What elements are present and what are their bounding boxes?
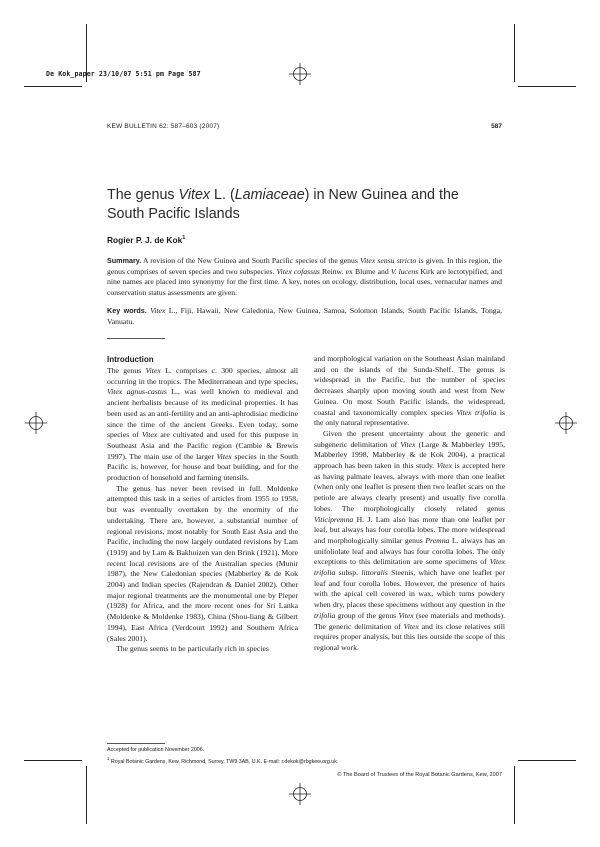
section-divider xyxy=(107,338,165,339)
crop-mark xyxy=(518,760,576,761)
registration-mark-bottom xyxy=(289,783,311,805)
body-paragraph: Given the present uncertainty about the generic and subgeneric delimitation of Vitex (Large & Mabberley 1995, Mabberley 1998, Mabberley & de Kok 2004), a practical approach has been taken in this study. Vitex is accepted here as having palmate leaves, always with more than one leaflet (when only one leaflet is present then two leaflet scars on the petiole are always clearly present) and usually five corolla lobes. The morphologically closely related genus Viticipremna H. J. Lam also has more than one leaflet per leaf, but always has four corolla lobes. The more widespread and morphologically similar genus Premna L. always has an unifoliolate leaf and always has four corolla lobes. The only exceptions to this delimitation are some specimens of Vitex trifolia subsp. littoralis Steenis, which have one leaflet per leaf and four corolla lobes. However, the presence of hairs with the apical cell covered in wax, which turns powdery when dry, places these specimens without any question in the trifolia group of the genus Vitex (see materials and methods). The generic delimitation of Vitex and its close relatives still requires proper analysis, but this lies outside the scope of this regional work. xyxy=(314,428,506,652)
article-title: The genus Vitex L. (Lamiaceae) in New Guinea and the South Pacific Islands xyxy=(107,187,459,222)
body-paragraph: The genus has never been revised in full. Moldenke attempted this task in a series of articles from 1955 to 1958, but was eventually overtaken by the enormity of the undertaking. There are, however, a substantial number of regional revisions, most notably for South East Asia and the Pacific, including the now largely outdated revisions by Lam (1919) and by Lam & Bakhuizen van den Brink (1921). More recent local revisions are of the Australian species (Munir 1987), the New Caledonian species (Mabberley & de Kok 2004) and Indian species (Rajendran & Daniel 2002). Other major regional treatments are the monumental one by Pieper (1928) for Africa, and the more recent ones for Sri Lanka (Moldenke & Moldenke 1983), China (Shou-liang & Gilbert 1994), East Africa (Verdcourt 1992) and Southern Africa (Sales 2001). xyxy=(107,483,298,643)
body-paragraph: and morphological variation on the Southeast Asian mainland and on the islands of the Sunda-Shelf. The genus is widespread in the Pacific, but the number of species decreases sharply upon moving south and west from New Guinea. On most South Pacific islands, the widespread, coastal and taxonomically complex species Vitex trifolia is the only natural representative. xyxy=(314,354,505,428)
body-paragraph: The genus seems to be particularly rich in species xyxy=(116,644,269,654)
body-paragraph: The genus Vitex L. comprises c. 300 species, almost all occurring in the tropics. The Mediterranean and type species, Vitex agnus-castus L., was well known to medieval and ancient herbalists because of its medicinal properties. It has been used as an anti-fertility and an anti-aphrodisiac medicine since the time of the ancient Greeks. Even today, some species of Vitex are cultivated and used for this purpose in Southeast Asia and the Pacific region (Cambie & Brewis 1997). The main use of the larger Vitex species in the South Pacific is, however, for house and boat building, and for the production of household and farming utensils. xyxy=(107,366,298,483)
section-heading-introduction: Introduction xyxy=(107,355,154,364)
page-number: 587 xyxy=(491,123,502,130)
author-name: Rogier P. J. de Kok$^1$ xyxy=(107,235,186,245)
printer-slug: De Kok_paper 23/10/07 5:51 pm Page 587 xyxy=(46,70,201,78)
keywords-paragraph: Key words. Vitex L., Fiji, Hawaii, New Caledonia, New Guinea, Samoa, Solomon Islands, South Pacific Islands, Tonga, Vanuatu. xyxy=(107,306,502,326)
registration-mark-top xyxy=(289,63,311,85)
footnote-affiliation: $^1$ Royal Botanic Gardens, Kew, Richmond, Surrey, TW9 3AB, U.K. E-mail: r.dekok@rbgkew.org.uk xyxy=(107,756,337,765)
body-column-left xyxy=(107,354,298,655)
footnote-accepted: Accepted for publication November 2006. xyxy=(107,747,205,753)
copyright-notice: © The Board of Trustees of the Royal Botanic Gardens, Kew, 2007 xyxy=(337,772,502,778)
registration-mark-left xyxy=(25,412,47,434)
crop-mark xyxy=(86,766,87,824)
crop-mark xyxy=(514,766,515,824)
registration-mark-right xyxy=(555,412,577,434)
crop-mark xyxy=(86,24,87,82)
footnote-divider xyxy=(107,743,165,744)
crop-mark xyxy=(24,86,82,87)
body-column-right xyxy=(314,354,505,654)
summary-paragraph: Summary. A revision of the New Guinea and South Pacific species of the genus Vitex sensu stricto is given. In this region, the genus comprises of seven species and two subspecies. Vitex cofassus Reinw. ex Blume and V. lucens Kirk are lectotypified, and nine names are placed into synonymy for the first time. A key, notes on ecology, distribution, local uses, vernacular names and conservation status assessments are given. xyxy=(107,256,503,298)
crop-mark xyxy=(514,24,515,82)
crop-mark xyxy=(24,760,82,761)
crop-mark xyxy=(518,86,576,87)
journal-reference: KEW BULLETIN 62: 587–603 (2007) xyxy=(107,123,220,130)
